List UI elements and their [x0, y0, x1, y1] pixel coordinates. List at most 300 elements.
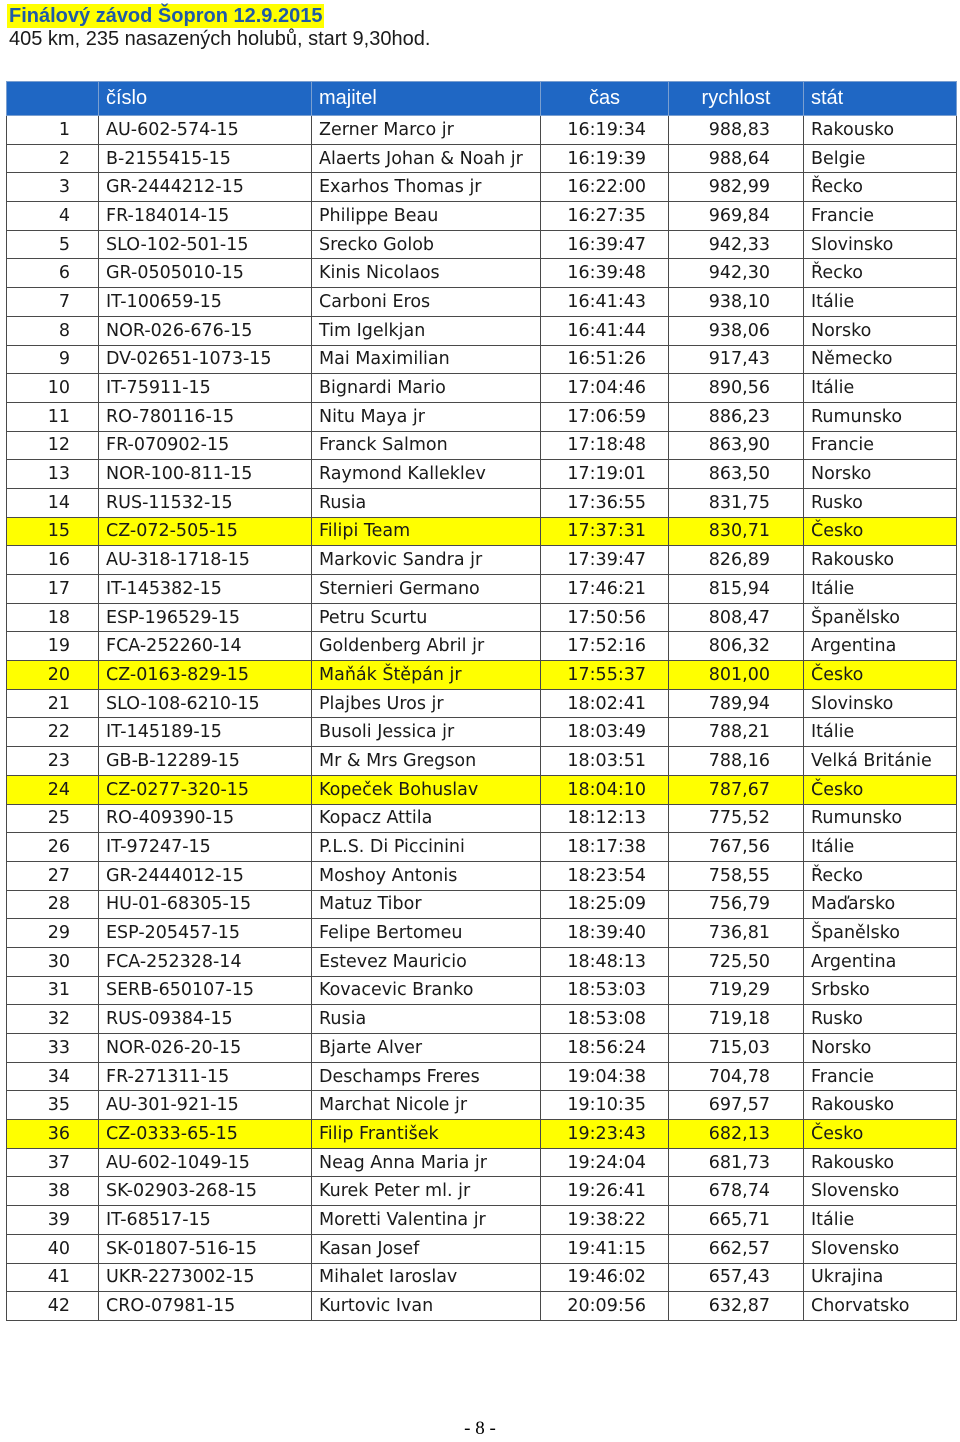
cell-speed: 890,56 [669, 374, 804, 403]
cell-speed: 787,67 [669, 775, 804, 804]
cell-time: 17:52:16 [541, 632, 669, 661]
cell-country: Španělsko [804, 603, 957, 632]
cell-time: 18:17:38 [541, 833, 669, 862]
cell-time: 18:48:13 [541, 947, 669, 976]
cell-owner: Filip František [312, 1120, 541, 1149]
cell-ring-number: SLO-102-501-15 [99, 230, 312, 259]
cell-time: 17:55:37 [541, 661, 669, 690]
cell-country: Česko [804, 1120, 957, 1149]
cell-speed: 719,18 [669, 1005, 804, 1034]
cell-rank: 17 [7, 575, 99, 604]
cell-rank: 24 [7, 775, 99, 804]
cell-ring-number: NOR-100-811-15 [99, 460, 312, 489]
cell-rank: 23 [7, 747, 99, 776]
cell-ring-number: GR-2444012-15 [99, 861, 312, 890]
table-row [7, 1120, 957, 1149]
cell-owner: Plajbes Uros jr [312, 689, 541, 718]
cell-speed: 831,75 [669, 488, 804, 517]
cell-owner: Estevez Mauricio [312, 947, 541, 976]
cell-country: Belgie [804, 144, 957, 173]
cell-country: Řecko [804, 259, 957, 288]
table-row [7, 402, 957, 431]
cell-ring-number: AU-301-921-15 [99, 1091, 312, 1120]
cell-owner: Kurek Peter ml. jr [312, 1177, 541, 1206]
page-number: - 8 - [464, 1418, 496, 1439]
cell-time: 16:39:47 [541, 230, 669, 259]
cell-rank: 16 [7, 546, 99, 575]
cell-rank: 1 [7, 116, 99, 145]
cell-ring-number: GR-0505010-15 [99, 259, 312, 288]
cell-speed: 632,87 [669, 1292, 804, 1321]
cell-time: 18:56:24 [541, 1034, 669, 1063]
cell-time: 17:39:47 [541, 546, 669, 575]
cell-ring-number: NOR-026-676-15 [99, 316, 312, 345]
cell-rank: 9 [7, 345, 99, 374]
cell-owner: Mr & Mrs Gregson [312, 747, 541, 776]
table-row [7, 288, 957, 317]
cell-ring-number: SLO-108-6210-15 [99, 689, 312, 718]
cell-owner: Sternieri Germano [312, 575, 541, 604]
table-row [7, 861, 957, 890]
cell-rank: 27 [7, 861, 99, 890]
cell-country: Maďarsko [804, 890, 957, 919]
cell-country: Francie [804, 202, 957, 231]
table-row [7, 833, 957, 862]
cell-speed: 938,06 [669, 316, 804, 345]
table-row [7, 374, 957, 403]
cell-rank: 3 [7, 173, 99, 202]
cell-owner: Philippe Beau [312, 202, 541, 231]
cell-owner: Goldenberg Abril jr [312, 632, 541, 661]
cell-speed: 681,73 [669, 1148, 804, 1177]
column-header-ring-number: číslo [99, 82, 312, 116]
table-row [7, 747, 957, 776]
cell-rank: 21 [7, 689, 99, 718]
table-row [7, 1034, 957, 1063]
cell-time: 20:09:56 [541, 1292, 669, 1321]
cell-country: Česko [804, 517, 957, 546]
cell-ring-number: NOR-026-20-15 [99, 1034, 312, 1063]
cell-time: 18:25:09 [541, 890, 669, 919]
cell-ring-number: B-2155415-15 [99, 144, 312, 173]
cell-owner: Busoli Jessica jr [312, 718, 541, 747]
cell-owner: Tim Igelkjan [312, 316, 541, 345]
cell-rank: 32 [7, 1005, 99, 1034]
cell-speed: 657,43 [669, 1263, 804, 1292]
cell-country: Slovensko [804, 1177, 957, 1206]
cell-rank: 19 [7, 632, 99, 661]
cell-time: 19:26:41 [541, 1177, 669, 1206]
cell-owner: Matuz Tibor [312, 890, 541, 919]
cell-speed: 789,94 [669, 689, 804, 718]
cell-country: Francie [804, 431, 957, 460]
cell-rank: 7 [7, 288, 99, 317]
cell-owner: Kasan Josef [312, 1234, 541, 1263]
cell-time: 19:10:35 [541, 1091, 669, 1120]
table-row [7, 202, 957, 231]
cell-country: Itálie [804, 833, 957, 862]
cell-time: 19:38:22 [541, 1206, 669, 1235]
cell-ring-number: FR-070902-15 [99, 431, 312, 460]
cell-time: 19:46:02 [541, 1263, 669, 1292]
cell-owner: Markovic Sandra jr [312, 546, 541, 575]
cell-speed: 662,57 [669, 1234, 804, 1263]
cell-ring-number: FR-184014-15 [99, 202, 312, 231]
cell-rank: 30 [7, 947, 99, 976]
cell-time: 17:06:59 [541, 402, 669, 431]
cell-ring-number: IT-68517-15 [99, 1206, 312, 1235]
cell-ring-number: AU-602-574-15 [99, 116, 312, 145]
cell-speed: 767,56 [669, 833, 804, 862]
cell-speed: 788,21 [669, 718, 804, 747]
cell-speed: 697,57 [669, 1091, 804, 1120]
cell-country: Argentina [804, 632, 957, 661]
cell-country: Španělsko [804, 919, 957, 948]
document-header [7, 4, 430, 50]
cell-owner: Maňák Štěpán jr [312, 661, 541, 690]
table-row [7, 1062, 957, 1091]
cell-owner: Marchat Nicole jr [312, 1091, 541, 1120]
cell-ring-number: AU-602-1049-15 [99, 1148, 312, 1177]
cell-speed: 938,10 [669, 288, 804, 317]
cell-time: 18:39:40 [541, 919, 669, 948]
table-row [7, 689, 957, 718]
cell-time: 18:03:51 [541, 747, 669, 776]
table-row [7, 976, 957, 1005]
cell-country: Slovinsko [804, 230, 957, 259]
cell-owner: Bjarte Alver [312, 1034, 541, 1063]
cell-owner: Kinis Nicolaos [312, 259, 541, 288]
cell-rank: 26 [7, 833, 99, 862]
cell-speed: 826,89 [669, 546, 804, 575]
cell-owner: Rusia [312, 488, 541, 517]
cell-ring-number: FCA-252328-14 [99, 947, 312, 976]
cell-owner: Carboni Eros [312, 288, 541, 317]
cell-speed: 806,32 [669, 632, 804, 661]
table-row [7, 116, 957, 145]
cell-time: 18:53:03 [541, 976, 669, 1005]
cell-ring-number: DV-02651-1073-15 [99, 345, 312, 374]
table-header-row [7, 82, 957, 116]
table-row [7, 1263, 957, 1292]
cell-country: Řecko [804, 173, 957, 202]
cell-rank: 22 [7, 718, 99, 747]
cell-time: 17:37:31 [541, 517, 669, 546]
cell-owner: Kopeček Bohuslav [312, 775, 541, 804]
cell-owner: Petru Scurtu [312, 603, 541, 632]
cell-time: 17:36:55 [541, 488, 669, 517]
cell-time: 16:22:00 [541, 173, 669, 202]
cell-country: Rusko [804, 488, 957, 517]
cell-rank: 18 [7, 603, 99, 632]
cell-time: 16:39:48 [541, 259, 669, 288]
table-row [7, 460, 957, 489]
cell-owner: Kovacevic Branko [312, 976, 541, 1005]
cell-owner: Kurtovic Ivan [312, 1292, 541, 1321]
cell-country: Francie [804, 1062, 957, 1091]
table-row [7, 517, 957, 546]
cell-country: Argentina [804, 947, 957, 976]
cell-time: 19:41:15 [541, 1234, 669, 1263]
cell-owner: Raymond Kalleklev [312, 460, 541, 489]
cell-speed: 678,74 [669, 1177, 804, 1206]
cell-country: Itálie [804, 288, 957, 317]
cell-owner: Exarhos Thomas jr [312, 173, 541, 202]
cell-country: Česko [804, 661, 957, 690]
column-header-time: čas [541, 82, 669, 116]
cell-speed: 665,71 [669, 1206, 804, 1235]
cell-country: Chorvatsko [804, 1292, 957, 1321]
cell-speed: 725,50 [669, 947, 804, 976]
cell-owner: Rusia [312, 1005, 541, 1034]
cell-ring-number: CZ-0333-65-15 [99, 1120, 312, 1149]
cell-rank: 25 [7, 804, 99, 833]
cell-speed: 719,29 [669, 976, 804, 1005]
cell-rank: 41 [7, 1263, 99, 1292]
cell-owner: Srecko Golob [312, 230, 541, 259]
cell-speed: 736,81 [669, 919, 804, 948]
cell-country: Slovinsko [804, 689, 957, 718]
cell-time: 16:19:34 [541, 116, 669, 145]
cell-owner: P.L.S. Di Piccinini [312, 833, 541, 862]
cell-speed: 788,16 [669, 747, 804, 776]
cell-speed: 815,94 [669, 575, 804, 604]
cell-owner: Moshoy Antonis [312, 861, 541, 890]
table-row [7, 890, 957, 919]
cell-rank: 8 [7, 316, 99, 345]
cell-speed: 704,78 [669, 1062, 804, 1091]
cell-rank: 34 [7, 1062, 99, 1091]
cell-owner: Felipe Bertomeu [312, 919, 541, 948]
cell-country: Německo [804, 345, 957, 374]
table-row [7, 345, 957, 374]
cell-country: Řecko [804, 861, 957, 890]
cell-ring-number: SK-01807-516-15 [99, 1234, 312, 1263]
table-row [7, 1091, 957, 1120]
table-row [7, 575, 957, 604]
cell-rank: 14 [7, 488, 99, 517]
cell-country: Rumunsko [804, 402, 957, 431]
cell-rank: 2 [7, 144, 99, 173]
cell-time: 16:19:39 [541, 144, 669, 173]
cell-speed: 801,00 [669, 661, 804, 690]
cell-time: 18:03:49 [541, 718, 669, 747]
cell-speed: 808,47 [669, 603, 804, 632]
table-row [7, 1177, 957, 1206]
cell-speed: 886,23 [669, 402, 804, 431]
cell-owner: Kopacz Attila [312, 804, 541, 833]
cell-time: 18:53:08 [541, 1005, 669, 1034]
cell-ring-number: GR-2444212-15 [99, 173, 312, 202]
cell-owner: Filipi Team [312, 517, 541, 546]
cell-country: Rakousko [804, 116, 957, 145]
cell-time: 17:19:01 [541, 460, 669, 489]
cell-speed: 988,83 [669, 116, 804, 145]
cell-country: Itálie [804, 718, 957, 747]
cell-ring-number: HU-01-68305-15 [99, 890, 312, 919]
cell-time: 17:50:56 [541, 603, 669, 632]
column-header-rank [7, 82, 99, 116]
cell-time: 16:27:35 [541, 202, 669, 231]
cell-time: 17:04:46 [541, 374, 669, 403]
cell-rank: 42 [7, 1292, 99, 1321]
cell-ring-number: IT-75911-15 [99, 374, 312, 403]
cell-ring-number: CZ-0277-320-15 [99, 775, 312, 804]
cell-country: Rakousko [804, 1148, 957, 1177]
cell-ring-number: AU-318-1718-15 [99, 546, 312, 575]
table-row [7, 316, 957, 345]
cell-time: 16:51:26 [541, 345, 669, 374]
table-row [7, 661, 957, 690]
cell-country: Norsko [804, 460, 957, 489]
cell-ring-number: RO-409390-15 [99, 804, 312, 833]
cell-country: Rusko [804, 1005, 957, 1034]
cell-time: 19:04:38 [541, 1062, 669, 1091]
cell-time: 19:24:04 [541, 1148, 669, 1177]
cell-rank: 35 [7, 1091, 99, 1120]
cell-ring-number: RUS-09384-15 [99, 1005, 312, 1034]
cell-owner: Moretti Valentina jr [312, 1206, 541, 1235]
cell-rank: 11 [7, 402, 99, 431]
cell-speed: 775,52 [669, 804, 804, 833]
cell-ring-number: GB-B-12289-15 [99, 747, 312, 776]
table-row [7, 546, 957, 575]
cell-ring-number: SK-02903-268-15 [99, 1177, 312, 1206]
cell-rank: 15 [7, 517, 99, 546]
table-row [7, 603, 957, 632]
cell-owner: Franck Salmon [312, 431, 541, 460]
table-row [7, 804, 957, 833]
cell-ring-number: CZ-072-505-15 [99, 517, 312, 546]
cell-speed: 988,64 [669, 144, 804, 173]
cell-time: 16:41:44 [541, 316, 669, 345]
cell-rank: 38 [7, 1177, 99, 1206]
table-row [7, 947, 957, 976]
cell-country: Slovensko [804, 1234, 957, 1263]
table-row [7, 632, 957, 661]
cell-time: 18:12:13 [541, 804, 669, 833]
cell-ring-number: ESP-205457-15 [99, 919, 312, 948]
column-header-speed: rychlost [669, 82, 804, 116]
cell-ring-number: IT-145382-15 [99, 575, 312, 604]
cell-speed: 830,71 [669, 517, 804, 546]
cell-ring-number: FR-271311-15 [99, 1062, 312, 1091]
cell-ring-number: RO-780116-15 [99, 402, 312, 431]
cell-rank: 13 [7, 460, 99, 489]
cell-owner: Alaerts Johan & Noah jr [312, 144, 541, 173]
table-row [7, 1234, 957, 1263]
cell-ring-number: UKR-2273002-15 [99, 1263, 312, 1292]
cell-country: Norsko [804, 1034, 957, 1063]
cell-speed: 863,90 [669, 431, 804, 460]
cell-rank: 39 [7, 1206, 99, 1235]
cell-owner: Bignardi Mario [312, 374, 541, 403]
cell-time: 16:41:43 [541, 288, 669, 317]
cell-country: Velká Británie [804, 747, 957, 776]
cell-rank: 40 [7, 1234, 99, 1263]
cell-rank: 37 [7, 1148, 99, 1177]
cell-rank: 4 [7, 202, 99, 231]
cell-speed: 756,79 [669, 890, 804, 919]
cell-speed: 969,84 [669, 202, 804, 231]
cell-speed: 715,03 [669, 1034, 804, 1063]
cell-country: Itálie [804, 374, 957, 403]
table-row [7, 775, 957, 804]
cell-ring-number: FCA-252260-14 [99, 632, 312, 661]
page-subtitle: 405 km, 235 nasazených holubů, start 9,30hod. [9, 28, 431, 50]
table-row [7, 1148, 957, 1177]
cell-time: 17:18:48 [541, 431, 669, 460]
table-row [7, 259, 957, 288]
table-row [7, 230, 957, 259]
cell-rank: 29 [7, 919, 99, 948]
page-title: Finálový závod Šopron 12.9.2015 [9, 5, 323, 27]
cell-ring-number: SERB-650107-15 [99, 976, 312, 1005]
cell-rank: 31 [7, 976, 99, 1005]
cell-ring-number: IT-100659-15 [99, 288, 312, 317]
cell-owner: Mai Maximilian [312, 345, 541, 374]
cell-rank: 36 [7, 1120, 99, 1149]
cell-ring-number: IT-97247-15 [99, 833, 312, 862]
cell-ring-number: ESP-196529-15 [99, 603, 312, 632]
cell-owner: Mihalet Iaroslav [312, 1263, 541, 1292]
cell-speed: 942,30 [669, 259, 804, 288]
results-table [6, 81, 957, 1321]
cell-time: 17:46:21 [541, 575, 669, 604]
table-body [7, 116, 957, 1321]
table-row [7, 718, 957, 747]
table-row [7, 1005, 957, 1034]
cell-country: Norsko [804, 316, 957, 345]
cell-country: Rumunsko [804, 804, 957, 833]
cell-rank: 5 [7, 230, 99, 259]
cell-rank: 28 [7, 890, 99, 919]
cell-country: Ukrajina [804, 1263, 957, 1292]
cell-rank: 12 [7, 431, 99, 460]
cell-ring-number: RUS-11532-15 [99, 488, 312, 517]
column-header-owner: majitel [312, 82, 541, 116]
cell-time: 18:04:10 [541, 775, 669, 804]
cell-rank: 33 [7, 1034, 99, 1063]
table-row [7, 1292, 957, 1321]
cell-country: Itálie [804, 575, 957, 604]
cell-owner: Deschamps Freres [312, 1062, 541, 1091]
cell-ring-number: IT-145189-15 [99, 718, 312, 747]
table-row [7, 919, 957, 948]
cell-owner: Neag Anna Maria jr [312, 1148, 541, 1177]
cell-ring-number: CZ-0163-829-15 [99, 661, 312, 690]
cell-country: Itálie [804, 1206, 957, 1235]
cell-time: 18:23:54 [541, 861, 669, 890]
table-row [7, 1206, 957, 1235]
cell-rank: 20 [7, 661, 99, 690]
cell-rank: 10 [7, 374, 99, 403]
cell-country: Česko [804, 775, 957, 804]
cell-speed: 982,99 [669, 173, 804, 202]
cell-speed: 863,50 [669, 460, 804, 489]
cell-speed: 758,55 [669, 861, 804, 890]
table-row [7, 144, 957, 173]
table-row [7, 431, 957, 460]
cell-speed: 917,43 [669, 345, 804, 374]
cell-speed: 942,33 [669, 230, 804, 259]
cell-owner: Zerner Marco jr [312, 116, 541, 145]
cell-rank: 6 [7, 259, 99, 288]
cell-ring-number: CRO-07981-15 [99, 1292, 312, 1321]
cell-time: 18:02:41 [541, 689, 669, 718]
column-header-country: stát [804, 82, 957, 116]
table-row [7, 173, 957, 202]
